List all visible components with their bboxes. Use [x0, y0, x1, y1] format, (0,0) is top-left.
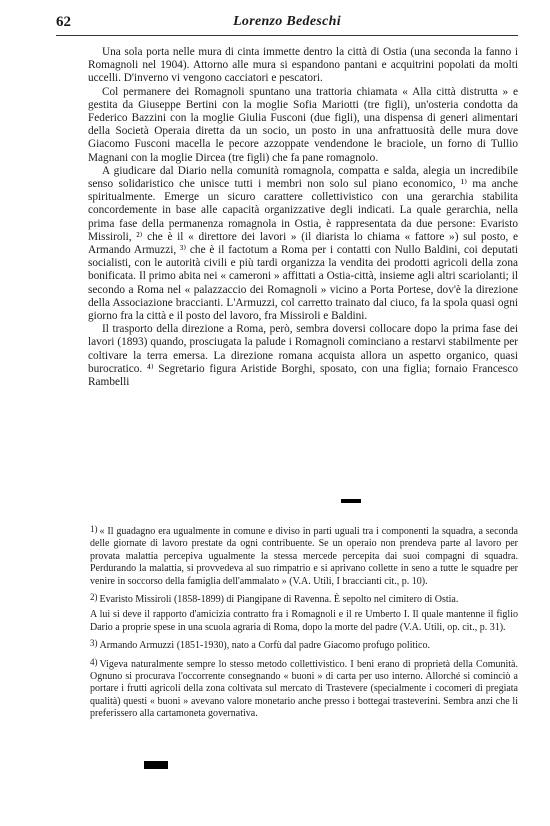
paragraph: A giudicare dal Diario nella comunità romagnola, compatta e salda, alegia un incredibile senso solidaristico che unisce tutti i membri non solo sul piano economico, ¹⁾ ma anche spiritualmente. Emerge un sicuro carattere collettivistico con una gerarchia stabilita concordemente in base alle capacità organizzative degli indicati. La quale gerarchia, nella prima fase della permanenza romagnola in Ostia, è rappresentata da due persone: Evaristo Missiroli, ²⁾ che è il « direttore dei lavori » (il diarista lo chiama « fattore ») sul posto, e Armando Armuzzi, ³⁾ che è il factotum a Roma per i contatti con Nullo Baldini, coi deputati socialisti, con le autorità civili e più tardi organizza la vendita dei prodotti agricoli della zona bonificata. Il primo abita nei « cameroni » affittati a Ostia-città, insieme agli altri scariolanti; il secondo a Roma nel « palazzaccio dei Romagnoli » vicino a Porta Portese, dov'è la direzione della Associazione braccianti. L'Armuzzi, col carretto trainato dal ciuco, fa la spola quasi ogni giorno fra la città e il posto del lavoro, fra Missiroli e Baldini.	[88, 164, 518, 323]
ink-mark	[341, 499, 361, 503]
ink-mark	[144, 761, 168, 769]
footnotes	[90, 523, 518, 724]
footnote	[90, 637, 518, 652]
footnote	[90, 656, 518, 721]
footnote-number: 4)	[90, 656, 98, 667]
paragraph: Col permanere dei Romagnoli spuntano una trattoria chiamata « Alla città distrutta » e gestita da Giuseppe Bertini con la moglie Sofia Mariotti (tre figli), un'osteria condotta da Federico Bazzini con la moglie Giulia Fusconi (due figli), una dispensa di generi alimentari della Società Operaia diretta da un socio, un posto in una anfrattuosità delle mura dove Giacomo Fusconi macella le pecore azzoppate vendendone le braciole, un forno di Tullio Magnani con la moglie Dircea (tre figli) che fa pane romagnolo.	[88, 85, 518, 164]
main-text	[88, 46, 518, 389]
footnote-number: 3)	[90, 638, 98, 649]
footnote	[90, 591, 518, 606]
page-number: 62	[56, 14, 71, 30]
page-header	[56, 14, 518, 32]
running-head: Lorenzo Bedeschi	[233, 14, 341, 29]
footnote-number: 2)	[90, 592, 98, 603]
paragraph: Una sola porta nelle mura di cinta immette dentro la città di Ostia (una seconda la fanno i Romagnoli nel 1904). Attorno alle mura si espandono pantani e acquitrini popolati da molti uccelli. D'inverno vi vengono cacciatori e pescatori.	[88, 46, 518, 85]
footnote	[90, 609, 518, 634]
footnote	[90, 523, 518, 588]
paragraph: Il trasporto della direzione a Roma, però, sembra doversi collocare dopo la prima fase dei lavori (1893) quando, prosciugata la palude i Romagnoli cominciano a restarvi stabilmente per coltivare la terra emersa. La direzione romana acquista allora un aspetto organico, quasi burocratico. ⁴⁾ Segretario figura Aristide Borghi, sposato, con una figlia; fornaio Francesco Rambelli	[88, 323, 518, 389]
footnote-number: 1)	[90, 524, 98, 534]
footnote-text: « Il guadagno era ugualmente in comune e diviso in parti uguali tra i componenti la squadra, a seconda delle giornate di lavoro prestate da ogni contribuente. Se un operaio non prendeva parte al lavoro per provata malattia percepiva ugualmente la stessa mercede percepita dai suoi compagni di squadra. Perdurando la malattia, si provvedeva al suo rimpatrio e si aprivano collette in seno a tutte le squadre per venire in soccorso della famiglia dell'ammalato » (V.A. Utili, I braccianti cit., p. 10).	[90, 526, 518, 587]
footnote-text: A lui si deve il rapporto d'amicizia contratto fra i Romagnoli e il re Umberto I. Il quale mantenne il figlio Dario a proprie spese in una scuola agraria di Roma, dopo la morte del padre (V.A. Utili, op. cit., p. 31).	[90, 609, 518, 633]
footnote-text: Vigeva naturalmente sempre lo stesso metodo collettivistico. I beni erano di proprietà della Comunità. Ognuno si procurava l'occorrente consegnando « buoni » di carta per uso interno. Allorché si cominciò a portare i frutti agricoli della zona coltivata sul mercato di Trastevere (specialmente i cocomeri di pregiata qualità) questi « buoni » avevano valore monetario anche presso i bottegai trasteverini. Sembra anzi che li preferissero alla cartamoneta governativa.	[90, 658, 518, 720]
header-rule	[56, 35, 518, 36]
footnote-text: Armando Armuzzi (1851-1930), nato a Corfù dal padre Giacomo profugo politico.	[99, 640, 430, 652]
footnote-text: Evaristo Missiroli (1858-1899) di Piangipane di Ravenna. È sepolto nel cimitero di Ostia.	[99, 594, 459, 606]
